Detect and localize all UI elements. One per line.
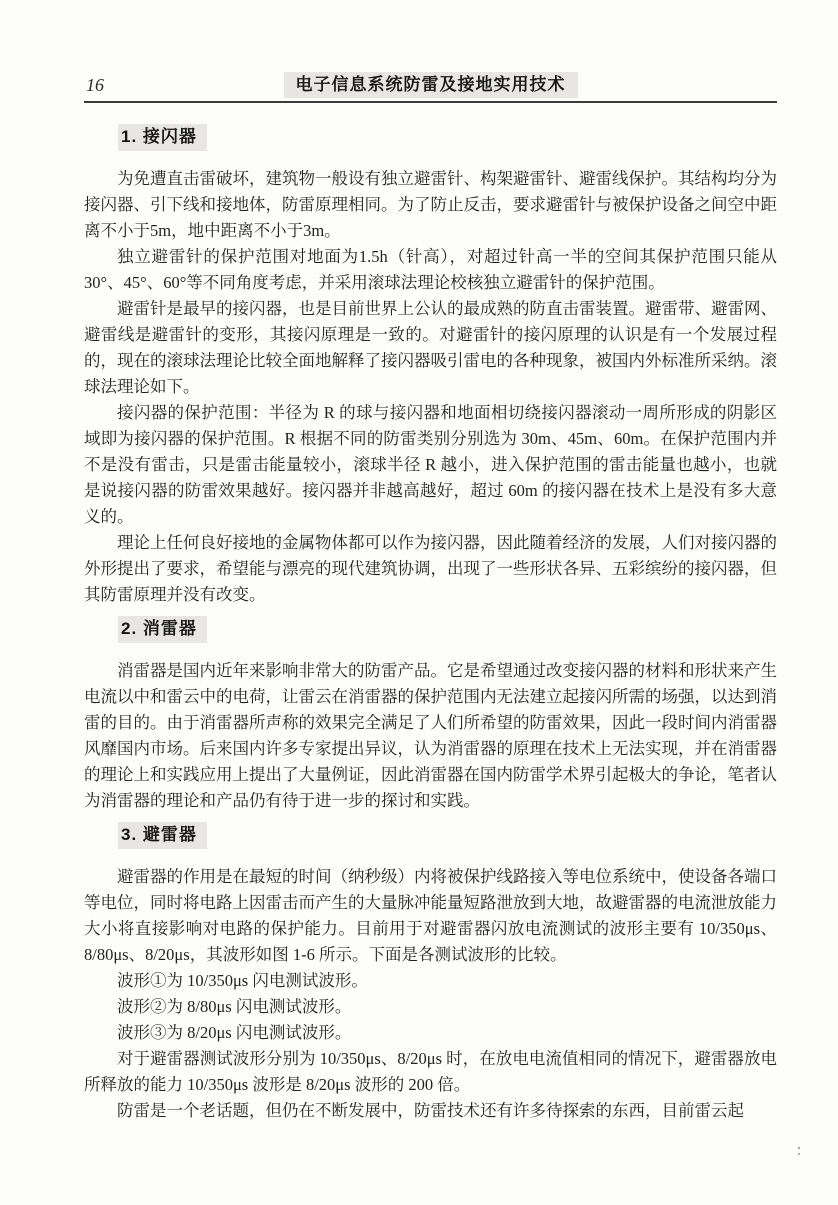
paragraph: 波形②为 8/80μs 闪电测试波形。	[117, 997, 352, 1016]
section-air-terminal	[84, 124, 777, 608]
page-body	[84, 76, 777, 1124]
section-heading	[84, 124, 777, 151]
heading-highlight: 1. 接闪器	[118, 124, 207, 151]
page-number: 16	[86, 75, 104, 95]
paragraph: 独立避雷针的保护范围对地面为1.5h（针高），对超过针高一半的空间其保护范围只能从30°、45°、60°等不同角度考虑，并采用滚球法理论校核独立避雷针的保护范围。	[84, 247, 777, 292]
paragraph: 波形①为 10/350μs 闪电测试波形。	[117, 971, 368, 990]
page-header	[84, 76, 777, 103]
section-lightning-eliminator	[84, 616, 777, 814]
paragraph: 防雷是一个老话题，但仍在不断发展中，防雷技术还有许多待探索的东西，目前雷云起	[117, 1101, 744, 1120]
paragraph: 为免遭直击雷破坏，建筑物一般设有独立避雷针、构架避雷针、避雷线保护。其结构均分为接闪器、引下线和接地体，防雷原理相同。为了防止反击，要求避雷针与被保护设备之间空中距离不小于5m，地中距离不小于3m。	[84, 169, 777, 240]
section-surge-arrester	[84, 822, 777, 1124]
section-heading	[84, 822, 777, 849]
paragraph: 接闪器的保护范围：半径为 R 的球与接闪器和地面相切绕接闪器滚动一周所形成的阴影区域即为接闪器的保护范围。R 根据不同的防雷类别分别选为 30m、45m、60m。在保护范围内并不是没有雷击，只是雷击能量较小，滚球半径 R 越小，进入保护范围的雷击能量也越小，也就是说接闪器的防雷效果越好。接闪器并非越高越好，超过 60m 的接闪器在技术上是没有多大意义的。	[84, 403, 777, 526]
paragraph: 波形③为 8/20μs 闪电测试波形。	[117, 1023, 352, 1042]
paragraph: 理论上任何良好接地的金属物体都可以作为接闪器，因此随着经济的发展，人们对接闪器的外形提出了要求，希望能与漂亮的现代建筑协调，出现了一些形状各异、五彩缤纷的接闪器，但其防雷原理并没有改变。	[84, 533, 777, 604]
scan-artifact-speck	[798, 1147, 800, 1149]
heading-highlight: 3. 避雷器	[118, 822, 207, 849]
page-content	[84, 124, 777, 1124]
running-title: 电子信息系统防雷及接地实用技术	[284, 72, 578, 98]
paragraph: 避雷针是最早的接闪器，也是目前世界上公认的最成熟的防直击雷装置。避雷带、避雷网、避雷线是避雷针的变形，其接闪原理是一致的。对避雷针的接闪原理的认识是有一个发展过程的，现在的滚球法理论比较全面地解释了接闪器吸引雷电的各种现象，被国内外标准所采纳。滚球法理论如下。	[84, 299, 777, 396]
section-heading	[84, 616, 777, 643]
paragraph: 消雷器是国内近年来影响非常大的防雷产品。它是希望通过改变接闪器的材料和形状来产生电流以中和雷云中的电荷，让雷云在消雷器的保护范围内无法建立起接闪所需的场强，以达到消雷的目的。由于消雷器所声称的效果完全满足了人们所希望的防雷效果，因此一段时间内消雷器风靡国内市场。后来国内许多专家提出异议，认为消雷器的原理在技术上无法实现，并在消雷器的理论上和实践应用上提出了大量例证，因此消雷器在国内防雷学术界引起极大的争论，笔者认为消雷器的理论和产品仍有待于进一步的探讨和实践。	[84, 661, 777, 810]
heading-highlight: 2. 消雷器	[118, 616, 207, 643]
paragraph: 避雷器的作用是在最短的时间（纳秒级）内将被保护线路接入等电位系统中，使设备各端口等电位，同时将电路上因雷击而产生的大量脉冲能量短路泄放到大地，故避雷器的电流泄放能力大小将直接影响对电路的保护能力。目前用于对避雷器闪放电流测试的波形主要有 10/350μs、8/80μs、8/20μs，其波形如图 1-6 所示。下面是各测试波形的比较。	[84, 867, 777, 964]
paragraph: 对于避雷器测试波形分别为 10/350μs、8/20μs 时，在放电电流值相同的情况下，避雷器放电所释放的能力 10/350μs 波形是 8/20μs 波形的 200 倍。	[84, 1049, 777, 1094]
